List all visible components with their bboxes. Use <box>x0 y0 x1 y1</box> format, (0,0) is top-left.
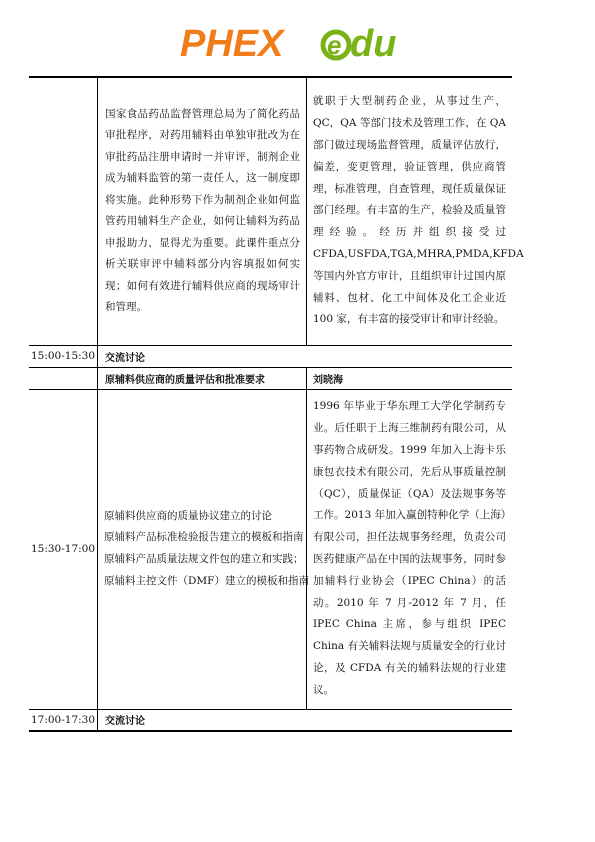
schedule-table <box>29 76 524 732</box>
session-description: 国家食品药品监督管理总局为了简化药品审批程序，对药用辅料由单独审批改为在审批药品注册申请时一并审评，制剂企业成为辅料监管的第一责任人，这一制度即将实施。此种形势下作为制剂企业如何监管药用辅料生产企业，如何让辅料为药品申报助力，显得尤为重要。此课件重点分析关联审评中辅料部分内容填报如何实现；如何有效进行辅料供应商的现场审计和管理。 <box>105 107 300 314</box>
time-cell: 15:00-15:30 <box>29 345 98 367</box>
table-row <box>29 389 512 709</box>
time-cell: 15:30-17:00 <box>29 389 98 709</box>
logo-text-e: e <box>326 30 341 60</box>
speaker-bio: 1996 年毕业于华东理工大学化学制药专业。后任职于上海三维制药有限公司，从事药物合成研发。1999 年加入上海卡乐康包衣技术有限公司，先后从事质量控制（QC），质量保证（QA）及法规事务等工作。2013 年加入赢创特种化学（上海）有限公司，担任法规事务经理，负责公司医药健康产品在中国的法规事务，同时参加辅料行业协会（IPEC China）的活动。2010 年 7 月-2012 年 7 月，任 IPEC China 主席，参与组织 IPEC China 有关辅料法规与质量安全的行业讨论，及 CFDA 有关的辅料法规的行业建议。 <box>313 400 506 696</box>
list-item: 原辅料产品标准检验报告建立的模板和指南 <box>104 531 304 544</box>
discussion-label: 交流讨论 <box>105 352 145 364</box>
list-item: 原辅料供应商的质量协议建立的讨论 <box>104 509 272 522</box>
logo-text-phex: PHEX <box>179 23 283 65</box>
list-item: 原辅料产品质量法规文件包的建立和实践； <box>104 553 304 565</box>
speaker-cell <box>307 367 513 389</box>
topic-list <box>98 506 309 592</box>
speaker-bio: 就职于大型制药企业，从事过生产，QC，QA 等部门技术及管理工作，在 QA 部门做过现场监督管理，质量评估放行，偏差，变更管理，验证管理，供应商管理，标准管理，自查管理，现任质量保证部门经理。有丰富的生产，检验及质量管理经验。经历并组织接受过 CFDA,USFDA,TGA,MHRA,PMDA,KFDA 等国内外官方审计，且组织审计过国内原辅料、包材、化工中间体及化工企业近 100 家，有丰富的接受审计和审计经验。 <box>313 95 524 326</box>
table-row <box>29 709 512 731</box>
discussion-cell <box>98 709 513 731</box>
speaker-bio-cell <box>307 77 524 345</box>
topics-cell <box>98 389 307 709</box>
list-item: 原辅料主控文件（DMF）建立的模板和指南 <box>104 574 309 587</box>
discussion-cell <box>98 345 513 367</box>
phexedu-logo <box>0 20 595 70</box>
table-row <box>29 367 512 389</box>
speaker-name: 刘晓海 <box>313 374 343 386</box>
description-cell <box>98 77 307 345</box>
time-cell <box>29 77 98 345</box>
table-row <box>29 345 512 367</box>
logo-text-du: du <box>349 23 396 65</box>
time-cell: 17:00-17:30 <box>29 709 98 731</box>
table-row <box>29 77 512 345</box>
speaker-bio-cell <box>307 389 513 709</box>
logo-graphic <box>178 20 418 66</box>
time-cell <box>29 367 98 389</box>
session-title-cell <box>98 367 307 389</box>
discussion-label: 交流讨论 <box>105 716 145 728</box>
session-title: 原辅料供应商的质量评估和批准要求 <box>105 374 265 386</box>
